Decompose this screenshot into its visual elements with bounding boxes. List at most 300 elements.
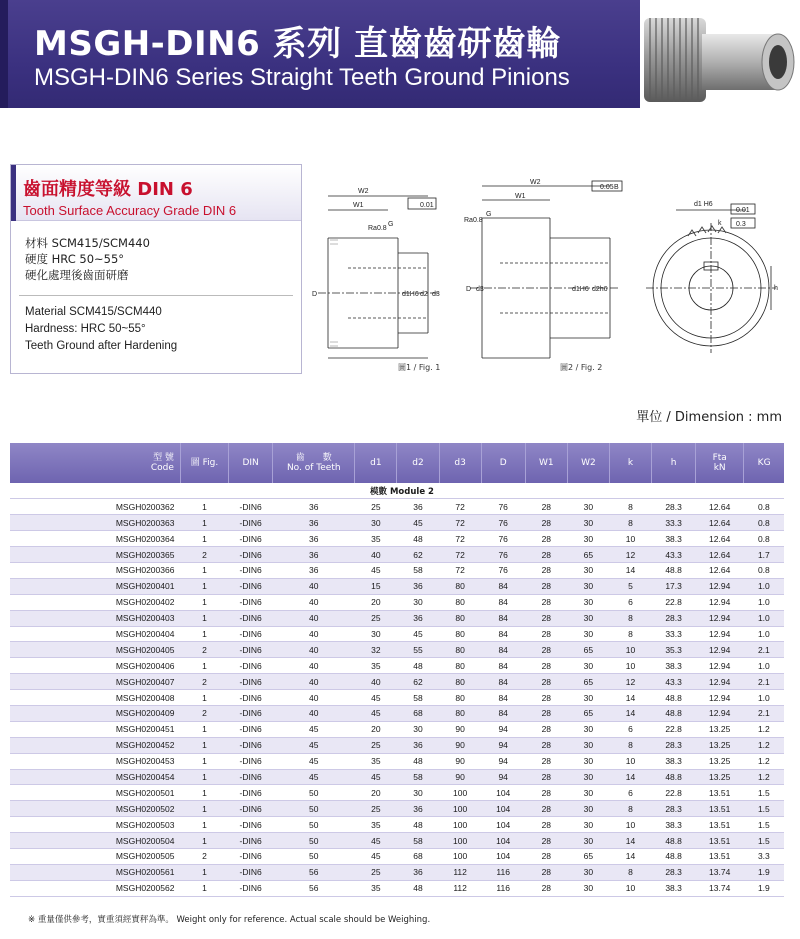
cell-d2: 36 <box>397 801 439 817</box>
cell-code: MSGH0200561 <box>10 864 180 880</box>
cell-kg: 1.0 <box>744 626 784 642</box>
cell-w2: 30 <box>567 515 609 531</box>
cell-kg: 1.0 <box>744 658 784 674</box>
cell-w2: 30 <box>567 690 609 706</box>
cell-d2: 68 <box>397 848 439 864</box>
cell-w1: 28 <box>525 864 567 880</box>
fig1-D-label: D <box>312 291 318 298</box>
cell-D: 84 <box>481 690 525 706</box>
cell-fig: 1 <box>180 721 228 737</box>
cell-teeth: 50 <box>273 848 355 864</box>
cell-D: 84 <box>481 642 525 658</box>
cell-d1: 35 <box>355 753 397 769</box>
table-row <box>10 515 784 531</box>
table-row <box>10 753 784 769</box>
cell-fta: 13.51 <box>696 833 744 849</box>
cell-w2: 30 <box>567 769 609 785</box>
cell-din: -DIN6 <box>229 626 273 642</box>
cell-d1: 30 <box>355 626 397 642</box>
cell-teeth: 45 <box>273 753 355 769</box>
cell-h: 17.3 <box>652 578 696 594</box>
cell-fig: 1 <box>180 562 228 578</box>
cell-w1: 28 <box>525 626 567 642</box>
cell-din: -DIN6 <box>229 578 273 594</box>
cell-d2: 68 <box>397 705 439 721</box>
cell-din: -DIN6 <box>229 848 273 864</box>
cell-code: MSGH0200502 <box>10 801 180 817</box>
cell-code: MSGH0200452 <box>10 737 180 753</box>
cell-w1: 28 <box>525 785 567 801</box>
cell-d3: 80 <box>439 674 481 690</box>
cell-teeth: 40 <box>273 626 355 642</box>
cell-w1: 28 <box>525 753 567 769</box>
cell-k: 6 <box>609 594 651 610</box>
col-header-fig: 圖 Fig. <box>180 443 228 483</box>
cell-h: 38.3 <box>652 817 696 833</box>
cell-kg: 1.9 <box>744 880 784 896</box>
gear-spec-table <box>10 443 784 897</box>
cell-w1: 28 <box>525 515 567 531</box>
cell-fig: 1 <box>180 864 228 880</box>
cell-teeth: 45 <box>273 721 355 737</box>
cell-d1: 45 <box>355 562 397 578</box>
cell-teeth: 50 <box>273 817 355 833</box>
cell-fta: 12.64 <box>696 515 744 531</box>
cell-fta: 12.94 <box>696 658 744 674</box>
cell-d2: 55 <box>397 642 439 658</box>
cell-fig: 2 <box>180 547 228 563</box>
cell-kg: 1.0 <box>744 578 784 594</box>
cell-kg: 0.8 <box>744 499 784 515</box>
cell-code: MSGH0200562 <box>10 880 180 896</box>
table-row <box>10 642 784 658</box>
cell-k: 14 <box>609 848 651 864</box>
cell-teeth: 36 <box>273 499 355 515</box>
cell-fta: 12.94 <box>696 705 744 721</box>
cell-d3: 80 <box>439 626 481 642</box>
fig1-ra-label: Ra0.8 <box>368 225 387 232</box>
cell-fta: 13.51 <box>696 848 744 864</box>
cell-din: -DIN6 <box>229 705 273 721</box>
cell-code: MSGH0200503 <box>10 817 180 833</box>
cell-d2: 36 <box>397 578 439 594</box>
cell-w2: 30 <box>567 737 609 753</box>
cell-d3: 100 <box>439 817 481 833</box>
cell-d1: 45 <box>355 769 397 785</box>
cell-h: 43.3 <box>652 674 696 690</box>
cell-D: 76 <box>481 499 525 515</box>
cell-d1: 25 <box>355 610 397 626</box>
cell-w1: 28 <box>525 690 567 706</box>
cell-d1: 25 <box>355 801 397 817</box>
cell-h: 48.8 <box>652 562 696 578</box>
cell-code: MSGH0200365 <box>10 547 180 563</box>
cell-fig: 1 <box>180 626 228 642</box>
cell-d1: 20 <box>355 594 397 610</box>
cell-w2: 65 <box>567 705 609 721</box>
fig1-d2-label: d2 <box>420 291 428 298</box>
cell-d3: 90 <box>439 753 481 769</box>
cell-k: 8 <box>609 864 651 880</box>
cell-d3: 72 <box>439 531 481 547</box>
cell-d1: 45 <box>355 690 397 706</box>
cell-fig: 1 <box>180 690 228 706</box>
fig3-k-label: k <box>718 220 722 227</box>
cell-d3: 72 <box>439 515 481 531</box>
weight-footnote: ※ 重量僅供參考，實重須經實秤為準。 Weight only for reference. Actual scale should be Weighing. <box>28 915 431 925</box>
cell-D: 94 <box>481 721 525 737</box>
cell-w1: 28 <box>525 674 567 690</box>
cell-din: -DIN6 <box>229 610 273 626</box>
cell-d2: 36 <box>397 864 439 880</box>
cell-kg: 1.5 <box>744 785 784 801</box>
cell-d3: 80 <box>439 705 481 721</box>
cell-d1: 25 <box>355 737 397 753</box>
spec-hardness-cn: 硬度 HRC 50~55° <box>25 252 125 266</box>
cell-w2: 30 <box>567 610 609 626</box>
cell-D: 94 <box>481 753 525 769</box>
cell-din: -DIN6 <box>229 499 273 515</box>
cell-kg: 1.5 <box>744 817 784 833</box>
cell-h: 48.8 <box>652 690 696 706</box>
cell-fta: 12.64 <box>696 547 744 563</box>
cell-k: 14 <box>609 705 651 721</box>
cell-D: 104 <box>481 833 525 849</box>
figure-2-caption: 圖2 / Fig. 2 <box>560 363 603 372</box>
cell-k: 8 <box>609 610 651 626</box>
cell-din: -DIN6 <box>229 562 273 578</box>
cell-w1: 28 <box>525 848 567 864</box>
cell-d1: 20 <box>355 785 397 801</box>
cell-din: -DIN6 <box>229 880 273 896</box>
cell-fig: 1 <box>180 769 228 785</box>
col-header-w1: W1 <box>525 443 567 483</box>
cell-h: 38.3 <box>652 880 696 896</box>
cell-fig: 1 <box>180 833 228 849</box>
cell-code: MSGH0200366 <box>10 562 180 578</box>
cell-kg: 2.1 <box>744 642 784 658</box>
cell-d2: 30 <box>397 785 439 801</box>
table-row <box>10 499 784 515</box>
cell-fig: 1 <box>180 817 228 833</box>
cell-h: 22.8 <box>652 594 696 610</box>
cell-fta: 12.94 <box>696 610 744 626</box>
cell-k: 6 <box>609 721 651 737</box>
cell-fta: 13.25 <box>696 737 744 753</box>
cell-d2: 62 <box>397 674 439 690</box>
cell-d3: 100 <box>439 785 481 801</box>
cell-fta: 12.64 <box>696 562 744 578</box>
fig2-d1-label: d1H6 <box>572 286 589 293</box>
col-header-code: 型 號 Code <box>10 443 180 483</box>
fig2-d2-label: d2h6 <box>592 286 608 293</box>
cell-din: -DIN6 <box>229 690 273 706</box>
cell-D: 84 <box>481 626 525 642</box>
cell-D: 84 <box>481 610 525 626</box>
cell-kg: 3.3 <box>744 848 784 864</box>
cell-fig: 2 <box>180 674 228 690</box>
cell-teeth: 40 <box>273 705 355 721</box>
spec-grinding-cn: 硬化處理後齒面研磨 <box>25 268 129 282</box>
cell-w1: 28 <box>525 562 567 578</box>
fig2-w2-label: W2 <box>530 179 541 186</box>
cell-fta: 13.25 <box>696 769 744 785</box>
cell-fta: 12.94 <box>696 674 744 690</box>
fig2-g-label: G <box>486 211 492 218</box>
cell-fta: 12.64 <box>696 531 744 547</box>
cell-w2: 30 <box>567 499 609 515</box>
cell-D: 84 <box>481 674 525 690</box>
cell-k: 10 <box>609 658 651 674</box>
cell-d1: 32 <box>355 642 397 658</box>
cell-d3: 80 <box>439 594 481 610</box>
cell-k: 14 <box>609 769 651 785</box>
cell-d3: 90 <box>439 769 481 785</box>
cell-fig: 1 <box>180 658 228 674</box>
cell-w2: 30 <box>567 721 609 737</box>
cell-fta: 13.74 <box>696 880 744 896</box>
cell-fta: 12.94 <box>696 642 744 658</box>
cell-h: 22.8 <box>652 721 696 737</box>
cell-fig: 2 <box>180 705 228 721</box>
cell-code: MSGH0200501 <box>10 785 180 801</box>
cell-d1: 35 <box>355 658 397 674</box>
cell-w2: 30 <box>567 594 609 610</box>
cell-d2: 30 <box>397 594 439 610</box>
table-row <box>10 769 784 785</box>
cell-code: MSGH0200402 <box>10 594 180 610</box>
cell-k: 10 <box>609 531 651 547</box>
col-header-fta: Fta kN <box>696 443 744 483</box>
cell-fig: 1 <box>180 499 228 515</box>
fig1-tol-label: 0.01 <box>420 202 434 209</box>
cell-kg: 0.8 <box>744 515 784 531</box>
fig3-d1-label: d1 H6 <box>694 201 713 208</box>
cell-w1: 28 <box>525 721 567 737</box>
cell-teeth: 56 <box>273 864 355 880</box>
spec-list-en <box>11 296 301 355</box>
cell-d3: 112 <box>439 880 481 896</box>
cell-fig: 1 <box>180 610 228 626</box>
cell-din: -DIN6 <box>229 721 273 737</box>
cell-fta: 12.64 <box>696 499 744 515</box>
cell-k: 10 <box>609 817 651 833</box>
cell-teeth: 50 <box>273 833 355 849</box>
cell-d2: 45 <box>397 626 439 642</box>
cell-d3: 80 <box>439 610 481 626</box>
cell-w2: 30 <box>567 531 609 547</box>
cell-d2: 36 <box>397 499 439 515</box>
cell-k: 10 <box>609 642 651 658</box>
cell-D: 84 <box>481 594 525 610</box>
cell-k: 5 <box>609 578 651 594</box>
cell-d3: 100 <box>439 801 481 817</box>
cell-din: -DIN6 <box>229 547 273 563</box>
cell-code: MSGH0200404 <box>10 626 180 642</box>
cell-h: 28.3 <box>652 801 696 817</box>
cell-w2: 30 <box>567 864 609 880</box>
cell-d1: 20 <box>355 721 397 737</box>
table-row <box>10 626 784 642</box>
cell-k: 14 <box>609 690 651 706</box>
spec-list-cn <box>11 221 301 283</box>
spec-hardness-en: Hardness: HRC 50~55° <box>25 323 146 335</box>
cell-code: MSGH0200505 <box>10 848 180 864</box>
cell-fta: 13.74 <box>696 864 744 880</box>
col-header-h: h <box>652 443 696 483</box>
banner-accent-bar <box>0 0 8 108</box>
fig2-w1-label: W1 <box>515 193 526 200</box>
header-banner <box>0 0 640 108</box>
fig1-g-label: G <box>388 221 394 228</box>
cell-h: 38.3 <box>652 658 696 674</box>
info-title-area <box>11 165 301 221</box>
cell-fta: 13.51 <box>696 801 744 817</box>
figure-front-view <box>636 178 786 378</box>
cell-D: 76 <box>481 547 525 563</box>
cell-fig: 2 <box>180 642 228 658</box>
cell-D: 104 <box>481 785 525 801</box>
fig2-d3-label: d3 <box>476 286 484 293</box>
cell-D: 116 <box>481 864 525 880</box>
cell-w1: 28 <box>525 547 567 563</box>
cell-fta: 13.51 <box>696 817 744 833</box>
cell-fta: 13.25 <box>696 721 744 737</box>
cell-teeth: 45 <box>273 737 355 753</box>
cell-w2: 30 <box>567 817 609 833</box>
fig2-D-label: D <box>466 286 472 293</box>
col-header-d1: d1 <box>355 443 397 483</box>
cell-fta: 13.25 <box>696 753 744 769</box>
cell-d2: 58 <box>397 769 439 785</box>
cell-D: 84 <box>481 658 525 674</box>
table-row <box>10 864 784 880</box>
table-header-row <box>10 443 784 483</box>
cell-fig: 1 <box>180 737 228 753</box>
cell-kg: 1.0 <box>744 610 784 626</box>
cell-D: 76 <box>481 531 525 547</box>
cell-fig: 1 <box>180 801 228 817</box>
cell-din: -DIN6 <box>229 817 273 833</box>
unit-label: 單位 / Dimension : mm <box>636 410 782 425</box>
cell-din: -DIN6 <box>229 833 273 849</box>
cell-code: MSGH0200453 <box>10 753 180 769</box>
cell-d1: 35 <box>355 817 397 833</box>
cell-w2: 30 <box>567 626 609 642</box>
cell-teeth: 50 <box>273 801 355 817</box>
col-header-k: k <box>609 443 651 483</box>
figure-2-drawing <box>460 178 630 378</box>
cell-d3: 72 <box>439 562 481 578</box>
cell-d1: 45 <box>355 833 397 849</box>
cell-din: -DIN6 <box>229 737 273 753</box>
cell-d2: 48 <box>397 658 439 674</box>
cell-w2: 30 <box>567 880 609 896</box>
cell-din: -DIN6 <box>229 658 273 674</box>
cell-din: -DIN6 <box>229 753 273 769</box>
cell-d1: 40 <box>355 674 397 690</box>
cell-din: -DIN6 <box>229 801 273 817</box>
cell-w1: 28 <box>525 769 567 785</box>
page-title-en: MSGH-DIN6 Series Straight Teeth Ground Pinions <box>34 64 570 91</box>
cell-code: MSGH0200401 <box>10 578 180 594</box>
accuracy-title-cn: 齒面精度等級 DIN 6 <box>23 179 193 200</box>
table-row <box>10 610 784 626</box>
cell-kg: 1.2 <box>744 753 784 769</box>
cell-h: 22.8 <box>652 785 696 801</box>
cell-din: -DIN6 <box>229 769 273 785</box>
spec-grinding-en: Teeth Ground after Hardening <box>25 340 178 352</box>
cell-D: 104 <box>481 801 525 817</box>
cell-k: 8 <box>609 737 651 753</box>
cell-d2: 48 <box>397 531 439 547</box>
cell-kg: 0.8 <box>744 531 784 547</box>
cell-w1: 28 <box>525 594 567 610</box>
col-header-d2: d2 <box>397 443 439 483</box>
cell-d2: 48 <box>397 753 439 769</box>
cell-w2: 65 <box>567 642 609 658</box>
cell-k: 8 <box>609 626 651 642</box>
cell-h: 28.3 <box>652 610 696 626</box>
cell-h: 38.3 <box>652 531 696 547</box>
cell-kg: 2.1 <box>744 674 784 690</box>
col-header-kg: KG <box>744 443 784 483</box>
cell-k: 14 <box>609 562 651 578</box>
table-row <box>10 705 784 721</box>
cell-fig: 1 <box>180 594 228 610</box>
cell-d2: 58 <box>397 562 439 578</box>
cell-d3: 112 <box>439 864 481 880</box>
cell-din: -DIN6 <box>229 785 273 801</box>
fig2-b-label: B <box>614 184 619 191</box>
cell-d2: 30 <box>397 721 439 737</box>
cell-teeth: 36 <box>273 515 355 531</box>
cell-fig: 1 <box>180 753 228 769</box>
cell-teeth: 40 <box>273 578 355 594</box>
cell-d2: 58 <box>397 833 439 849</box>
cell-w2: 30 <box>567 658 609 674</box>
cell-w1: 28 <box>525 499 567 515</box>
cell-h: 48.8 <box>652 848 696 864</box>
cell-w1: 28 <box>525 880 567 896</box>
cell-d1: 35 <box>355 880 397 896</box>
table-row <box>10 690 784 706</box>
cell-code: MSGH0200364 <box>10 531 180 547</box>
cell-fig: 1 <box>180 880 228 896</box>
cell-d2: 45 <box>397 515 439 531</box>
spec-material-cn: 材料 SCM415/SCM440 <box>25 236 150 250</box>
cell-h: 28.3 <box>652 737 696 753</box>
cell-fta: 12.94 <box>696 690 744 706</box>
gear-product-image <box>640 12 800 112</box>
cell-w1: 28 <box>525 833 567 849</box>
cell-h: 33.3 <box>652 626 696 642</box>
cell-h: 43.3 <box>652 547 696 563</box>
cell-din: -DIN6 <box>229 864 273 880</box>
cell-w1: 28 <box>525 801 567 817</box>
cell-d1: 45 <box>355 705 397 721</box>
col-header-teeth: 齒 數 No. of Teeth <box>273 443 355 483</box>
cell-code: MSGH0200409 <box>10 705 180 721</box>
cell-kg: 1.0 <box>744 690 784 706</box>
cell-d2: 48 <box>397 817 439 833</box>
fig3-tol1-label: 0.01 <box>736 207 750 214</box>
cell-h: 28.3 <box>652 864 696 880</box>
cell-teeth: 36 <box>273 531 355 547</box>
table-row <box>10 817 784 833</box>
cell-kg: 1.9 <box>744 864 784 880</box>
cell-D: 76 <box>481 515 525 531</box>
